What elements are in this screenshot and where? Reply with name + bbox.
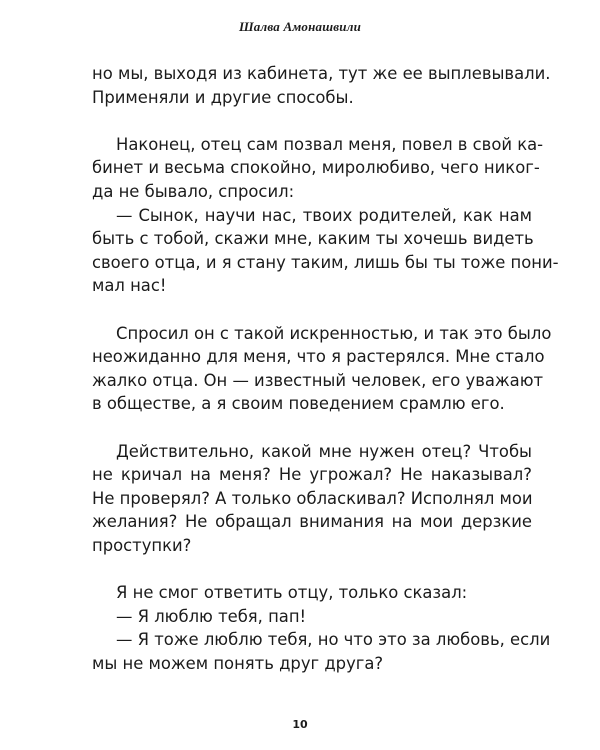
text-line: Я не смог ответить отцу, только сказал: — [116, 583, 468, 603]
text-line: неожиданно для меня, что я растерялся. Мне стало — [92, 347, 545, 367]
text-line: в обществе, а я своим поведением срамлю его. — [92, 394, 505, 414]
text-line: да не бывало, спросил: — [92, 181, 295, 201]
paragraph-gap — [92, 557, 532, 581]
text-line: не кричал на меня? Не угрожал? Не наказывал? — [92, 465, 532, 485]
text-line: Наконец, отец сам позвал меня, повел в свой ка- — [116, 134, 544, 154]
text-line: мал нас! — [92, 276, 167, 296]
text-line: бинет и весьма спокойно, миролюбиво, чего никог- — [92, 158, 540, 178]
page-number: 10 — [292, 718, 308, 731]
text-line: быть с тобой, скажи мне, каким ты хочешь видеть — [92, 229, 534, 249]
page-body-text — [92, 62, 559, 675]
text-line: Применяли и другие способы. — [92, 87, 354, 107]
paragraph-gap — [92, 298, 532, 322]
text-line: жалко отца. Он — известный человек, его уважают — [92, 370, 544, 390]
text-line: проступки? — [92, 535, 192, 555]
text-line: Действительно, какой мне нужен отец? Чтобы — [116, 441, 532, 461]
text-line: но мы, выходя из кабинета, тут же ее выплевывали. — [92, 64, 551, 83]
paragraph-gap — [92, 109, 532, 133]
text-line: Спросил он с такой искренностью, и так это было — [116, 323, 552, 343]
paragraph-gap — [92, 416, 532, 440]
text-line: своего отца, и я стану таким, лишь бы ты тоже пони- — [92, 252, 559, 272]
text-line: желания? Не обращал внимания на мои дерзкие — [92, 512, 532, 532]
text-line: — Я тоже люблю тебя, но что это за любовь, если — [116, 630, 551, 650]
text-line: — Сынок, научи нас, твоих родителей, как нам — [116, 205, 532, 225]
text-line: — Я люблю тебя, пап! — [116, 606, 307, 626]
text-line: мы не можем понять друг друга? — [92, 653, 384, 673]
running-head-author: Шалва Амонашвили — [238, 19, 362, 34]
text-line: Не проверял? А только обласкивал? Исполнял мои — [92, 488, 533, 508]
